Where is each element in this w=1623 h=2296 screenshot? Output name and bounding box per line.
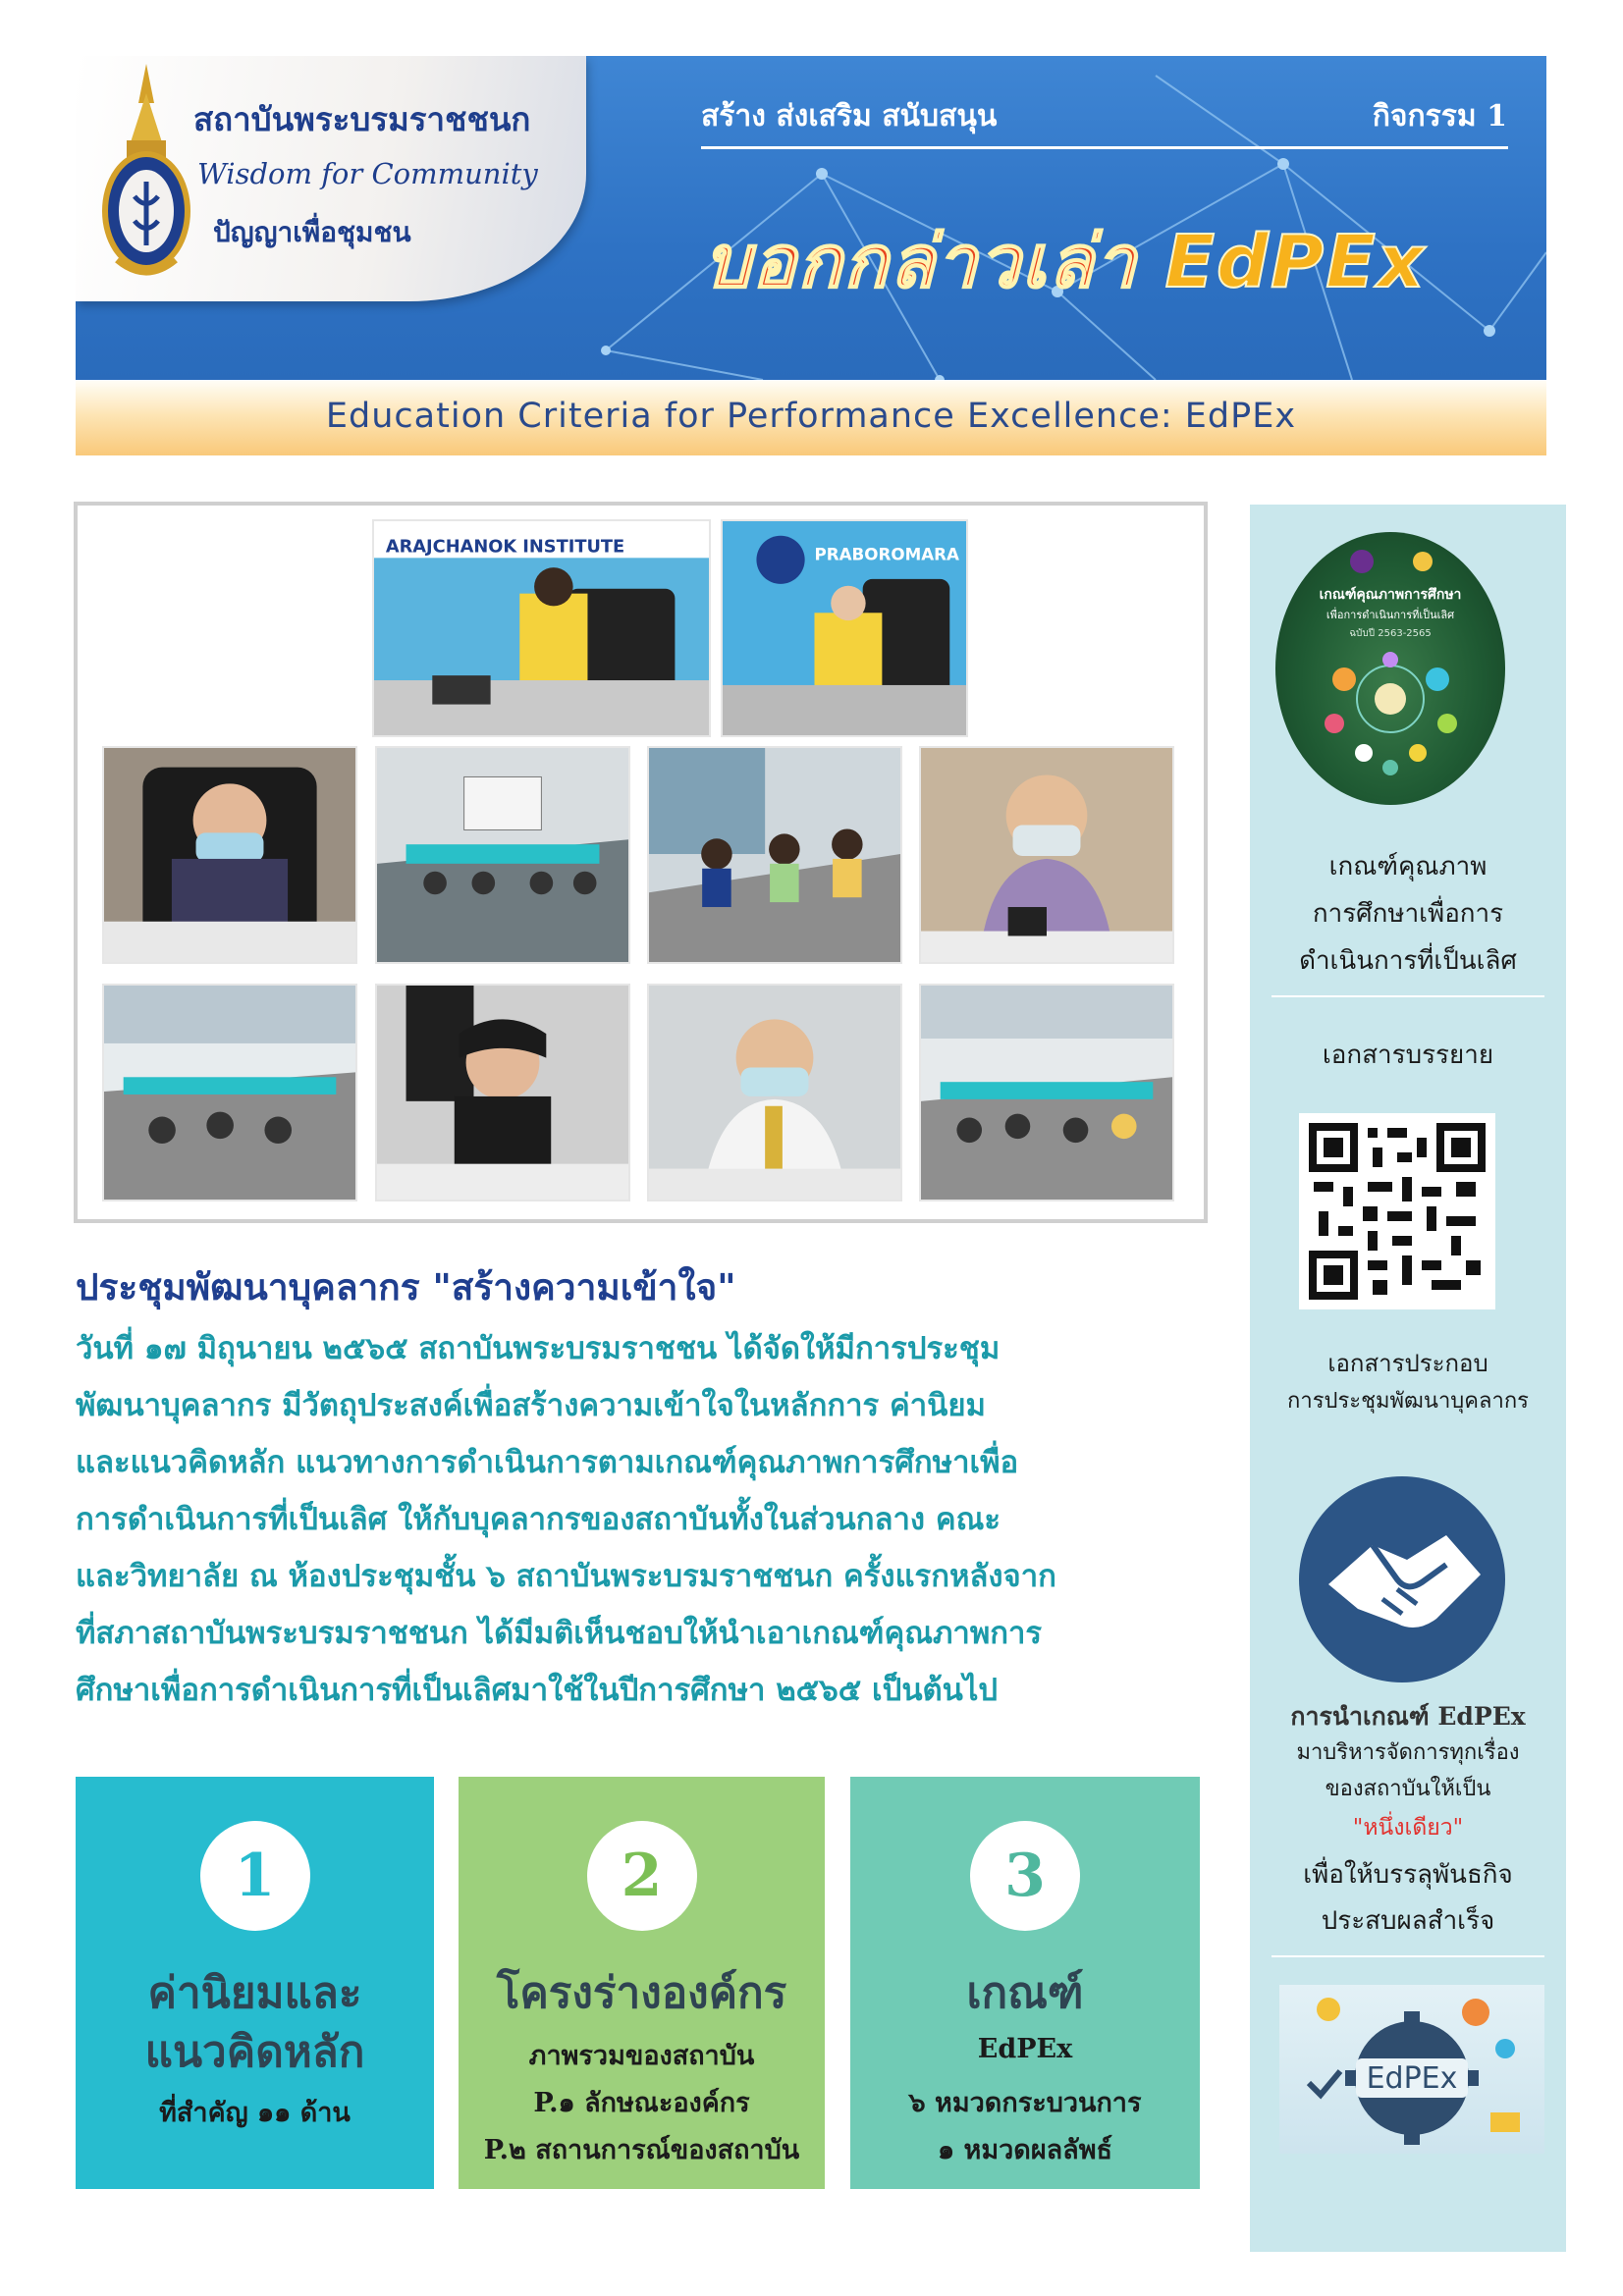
sign-text-left: ARAJCHANOK INSTITUTE — [385, 537, 625, 558]
edpex-statement: ของสถาบันให้เป็น — [1325, 1777, 1491, 1801]
book-subtitle: เพื่อการดำเนินการที่เป็นเลิศ — [1325, 609, 1455, 621]
book-title: เกณฑ์คุณภาพการศึกษา — [1319, 587, 1462, 603]
card-heading: แนวคิดหลัก — [144, 2027, 365, 2077]
motto-thai: ปัญญาเพื่อชุมชน — [213, 216, 411, 248]
article-body — [76, 1320, 1224, 1719]
card-criteria — [850, 1777, 1200, 2189]
edpex-statement: การนำเกณฑ์ EdPEx — [1290, 1702, 1526, 1731]
book-caption: เกณฑ์คุณภาพ — [1328, 852, 1488, 881]
institution-name: สถาบันพระบรมราชชนก — [193, 100, 531, 138]
qr-code[interactable] — [1299, 1113, 1495, 1309]
qr-caption: การประชุมพัฒนาบุคลากร — [1287, 1389, 1529, 1414]
article-line: พัฒนาบุคลากร มีวัตถุประสงค์เพื่อสร้างความเข้าใจในหลักการ ค่านิยม — [76, 1388, 986, 1423]
edpex-statement: มาบริหารจัดการทุกเรื่อง — [1296, 1740, 1520, 1765]
book-caption: การศึกษาเพื่อการ — [1312, 899, 1504, 929]
card-number: 3 — [970, 1821, 1080, 1931]
card-subtext: ที่สำคัญ ๑๑ ด้าน — [159, 2098, 351, 2128]
meeting-photo-mid-3 — [647, 746, 902, 964]
qr-caption: เอกสารประกอบ — [1327, 1350, 1488, 1377]
card-number: 1 — [200, 1821, 310, 1931]
meeting-photo-bottom-2 — [375, 984, 630, 1201]
title-thai: บอกกล่าวเล่า — [704, 220, 1138, 304]
header-banner — [76, 56, 1546, 380]
card-subtext: EdPEx — [977, 2034, 1073, 2064]
meeting-photo-mid-2 — [375, 746, 630, 964]
article-title: ประชุมพัฒนาบุคลากร "สร้างความเข้าใจ" — [76, 1265, 736, 1308]
meeting-photo-mid-1 — [102, 746, 357, 964]
article-line: ที่สภาสถาบันพระบรมราชชนก ได้มีมติเห็นชอบให้นำเอาเกณฑ์คุณภาพการ — [76, 1616, 1043, 1651]
article-line: และวิทยาลัย ณ ห้องประชุมชั้น ๖ สถาบันพระบรมราชชนก ครั้งแรกหลังจาก — [76, 1559, 1056, 1594]
meeting-photo-top-left — [372, 519, 711, 737]
edpex-statement: เพื่อให้บรรลุพันธกิจ — [1303, 1860, 1513, 1890]
book-caption: ดำเนินการที่เป็นเลิศ — [1299, 946, 1517, 976]
sidebar-divider — [1271, 1955, 1544, 1957]
article-line: การดำเนินการที่เป็นเลิศ ให้กับบุคลากรของสถาบันทั้งในส่วนกลาง คณะ — [76, 1502, 1001, 1537]
logo-card — [76, 56, 586, 301]
sign-text-right: PRABOROMARA — [814, 544, 960, 564]
card-heading: ค่านิยมและ — [147, 1968, 362, 2018]
sidebar-divider — [1271, 995, 1544, 997]
card-organizational-profile — [459, 1777, 825, 2189]
header-slogan: สร้าง ส่งเสริม สนับสนุน — [701, 99, 998, 133]
header-divider — [701, 146, 1508, 149]
subtitle: Education Criteria for Performance Excellence: EdPEx — [325, 397, 1297, 436]
motto-english: Wisdom for Community — [197, 157, 538, 190]
card-subtext: ภาพรวมของสถาบัน — [528, 2041, 755, 2071]
gear-label: EdPEx — [1366, 2061, 1458, 2096]
activity-label: กิจกรรม 1 — [1372, 99, 1507, 133]
meeting-photo-bottom-1 — [102, 984, 357, 1201]
handshake-icon — [1299, 1476, 1505, 1682]
card-subtext: ๑ หมวดผลลัพธ์ — [937, 2135, 1113, 2165]
edpex-quote: "หนึ่งเดียว" — [1352, 1815, 1464, 1841]
institution-emblem — [97, 64, 195, 285]
card-heading: โครงร่างองค์กร — [496, 1968, 787, 2018]
card-subtext: P.๒ สถานการณ์ของสถาบัน — [483, 2135, 800, 2165]
meeting-photo-bottom-4 — [919, 984, 1174, 1201]
card-number: 2 — [587, 1821, 697, 1931]
article-line: ศึกษาเพื่อการดำเนินการที่เป็นเลิศมาใช้ในปีการศึกษา ๒๕๖๕ เป็นต้นไป — [76, 1673, 999, 1708]
card-heading: เกณฑ์ — [966, 1968, 1084, 2018]
meeting-photo-bottom-3 — [647, 984, 902, 1201]
title-latin: EdPEx — [1164, 220, 1427, 304]
subtitle-band — [76, 381, 1546, 455]
criteria-book-cover — [1275, 532, 1505, 805]
article-line: วันที่ ๑๗ มิถุนายน ๒๕๖๕ สถาบันพระบรมราชชน ได้จัดให้มีการประชุม — [76, 1331, 1001, 1366]
card-core-values — [76, 1777, 434, 2189]
edpex-statement: ประสบผลสำเร็จ — [1321, 1906, 1495, 1936]
photo-collage — [74, 502, 1208, 1223]
article-line: และแนวคิดหลัก แนวทางการดำเนินการตามเกณฑ์คุณภาพการศึกษาเพื่อ — [76, 1445, 1019, 1480]
card-subtext: P.๑ ลักษณะองค์กร — [533, 2088, 750, 2118]
edpex-gear-illustration — [1279, 1985, 1544, 2154]
newsletter-title — [704, 203, 1426, 319]
book-edition: ฉบับปี 2563-2565 — [1349, 628, 1432, 639]
meeting-photo-mid-4 — [919, 746, 1174, 964]
meeting-photo-top-right — [721, 519, 968, 737]
card-subtext: ๖ หมวดกระบวนการ — [908, 2088, 1142, 2118]
doc-label: เอกสารบรรยาย — [1322, 1041, 1494, 1070]
sidebar — [1250, 505, 1566, 2252]
